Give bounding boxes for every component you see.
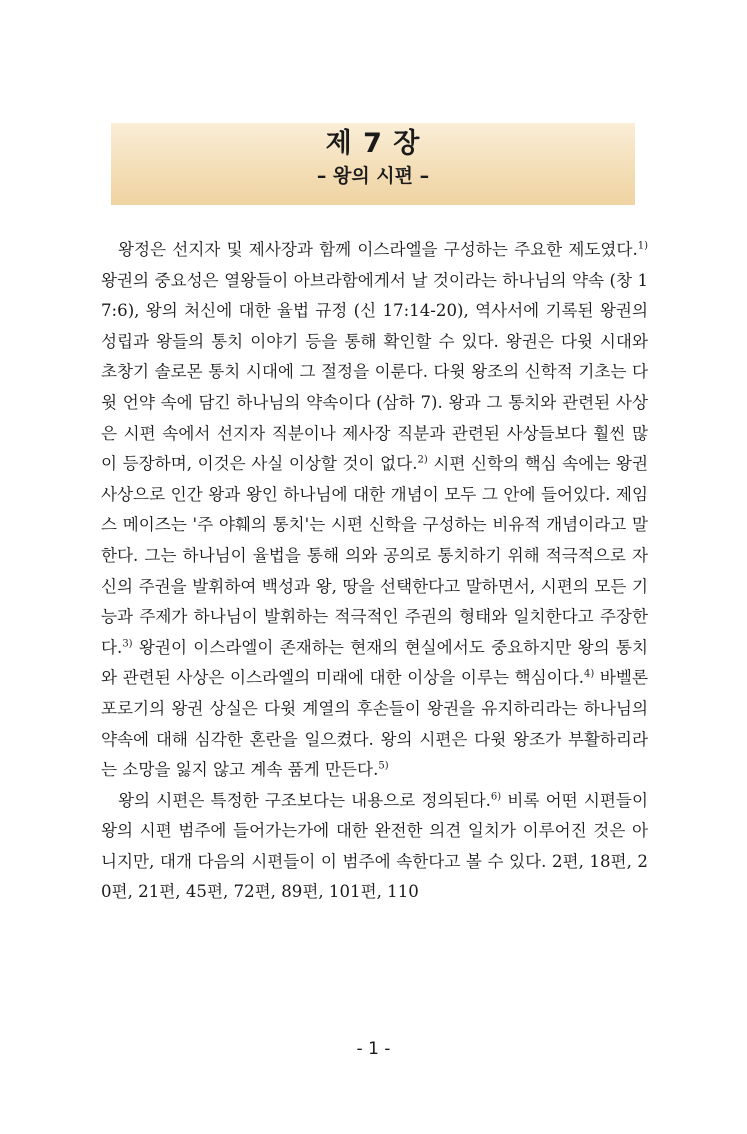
chapter-title: 제 7 장 [325,128,421,159]
body-text [101,235,648,908]
text-run: 왕권이 이스라엘이 존재하는 현재의 현실에서도 중요하지만 왕의 통치와 관련된 사상은 이스라엘의 미래에 대한 이상을 이루는 핵심이다. [101,637,648,688]
text-run: 왕정은 선지자 및 제사장과 함께 이스라엘을 구성하는 주요한 제도였다. [118,240,638,259]
footnote-ref-3[interactable]: 3) [122,638,133,650]
footnote-ref-4[interactable]: 4) [584,668,595,680]
text-run: 왕의 시편은 특정한 구조보다는 내용으로 정의된다. [118,790,491,810]
text-run: 시편 신학의 핵심 속에는 왕권 사상으로 인간 왕과 왕인 하나님에 대한 개념이 모두 그 안에 들어있다. 제임스 메이즈는 '주 야훼의 통치'는 시편 신학을 구성하는 비유적 개념이라고 말한다. 그는 하나님이 율법을 통해 의와 공의로 통치하기 위해 적극적으로 자신의 주권을 발휘하여 백성과 왕, 땅을 선택한다고 말하면서, 시편의 모든 기능과 주제가 하나님이 발휘하는 적극적인 주권의 형태와 일치한다고 주장한다. [101,454,648,657]
text-run: 왕권의 중요성은 열왕들이 아브라함에게서 날 것이라는 하나님의 약속 (창 17:6), 왕의 처신에 대한 율법 규정 (신 17:14-20), 역사서에 기록된 왕권의 성립과 왕들의 통치 이야기 등을 통해 확인할 수 있다. 왕권은 다윗 시대와 초창기 솔로몬 통치 시대에 그 절정을 이룬다. 다윗 왕조의 신학적 기초는 다윗 언약 속에 담긴 하나님의 약속이다 (삼하 7). 왕과 그 통치와 관련된 사상은 시편 속에서 선지자 직분이나 제사장 직분과 관련된 사상들보다 훨씬 많이 등장하며, 이것은 사실 이상할 것이 없다. [101,270,648,474]
text-run: 비록 어떤 시편들이 왕의 시편 범주에 들어가는가에 대한 완전한 의견 일치가 이루어진 것은 아니지만, 대개 다음의 시편들이 이 범주에 속한다고 볼 수 있다. 2편, 18편, 20편, 21편, 45편, 72편, 89편, 101편, 110 [101,790,648,902]
footnote-ref-2[interactable]: 2) [417,454,428,466]
chapter-subtitle: – 왕의 시편 – [316,165,430,187]
footnote-ref-1[interactable]: 1) [637,240,648,252]
paragraph-1 [101,235,648,786]
footnote-ref-5[interactable]: 5) [378,760,389,772]
page-number: - 1 - [356,1039,391,1059]
footnote-ref-6[interactable]: 6) [490,791,502,803]
paragraph-2 [101,786,648,908]
chapter-header [111,123,635,205]
text-run: 바벨론 포로기의 왕권 상실은 다윗 계열의 후손들이 왕권을 유지하리라는 하나님의 약속에 대해 심각한 혼란을 일으켰다. 왕의 시편은 다윗 왕조가 부활하리라는 소망을 잃지 않고 계속 품게 만든다. [101,668,648,780]
